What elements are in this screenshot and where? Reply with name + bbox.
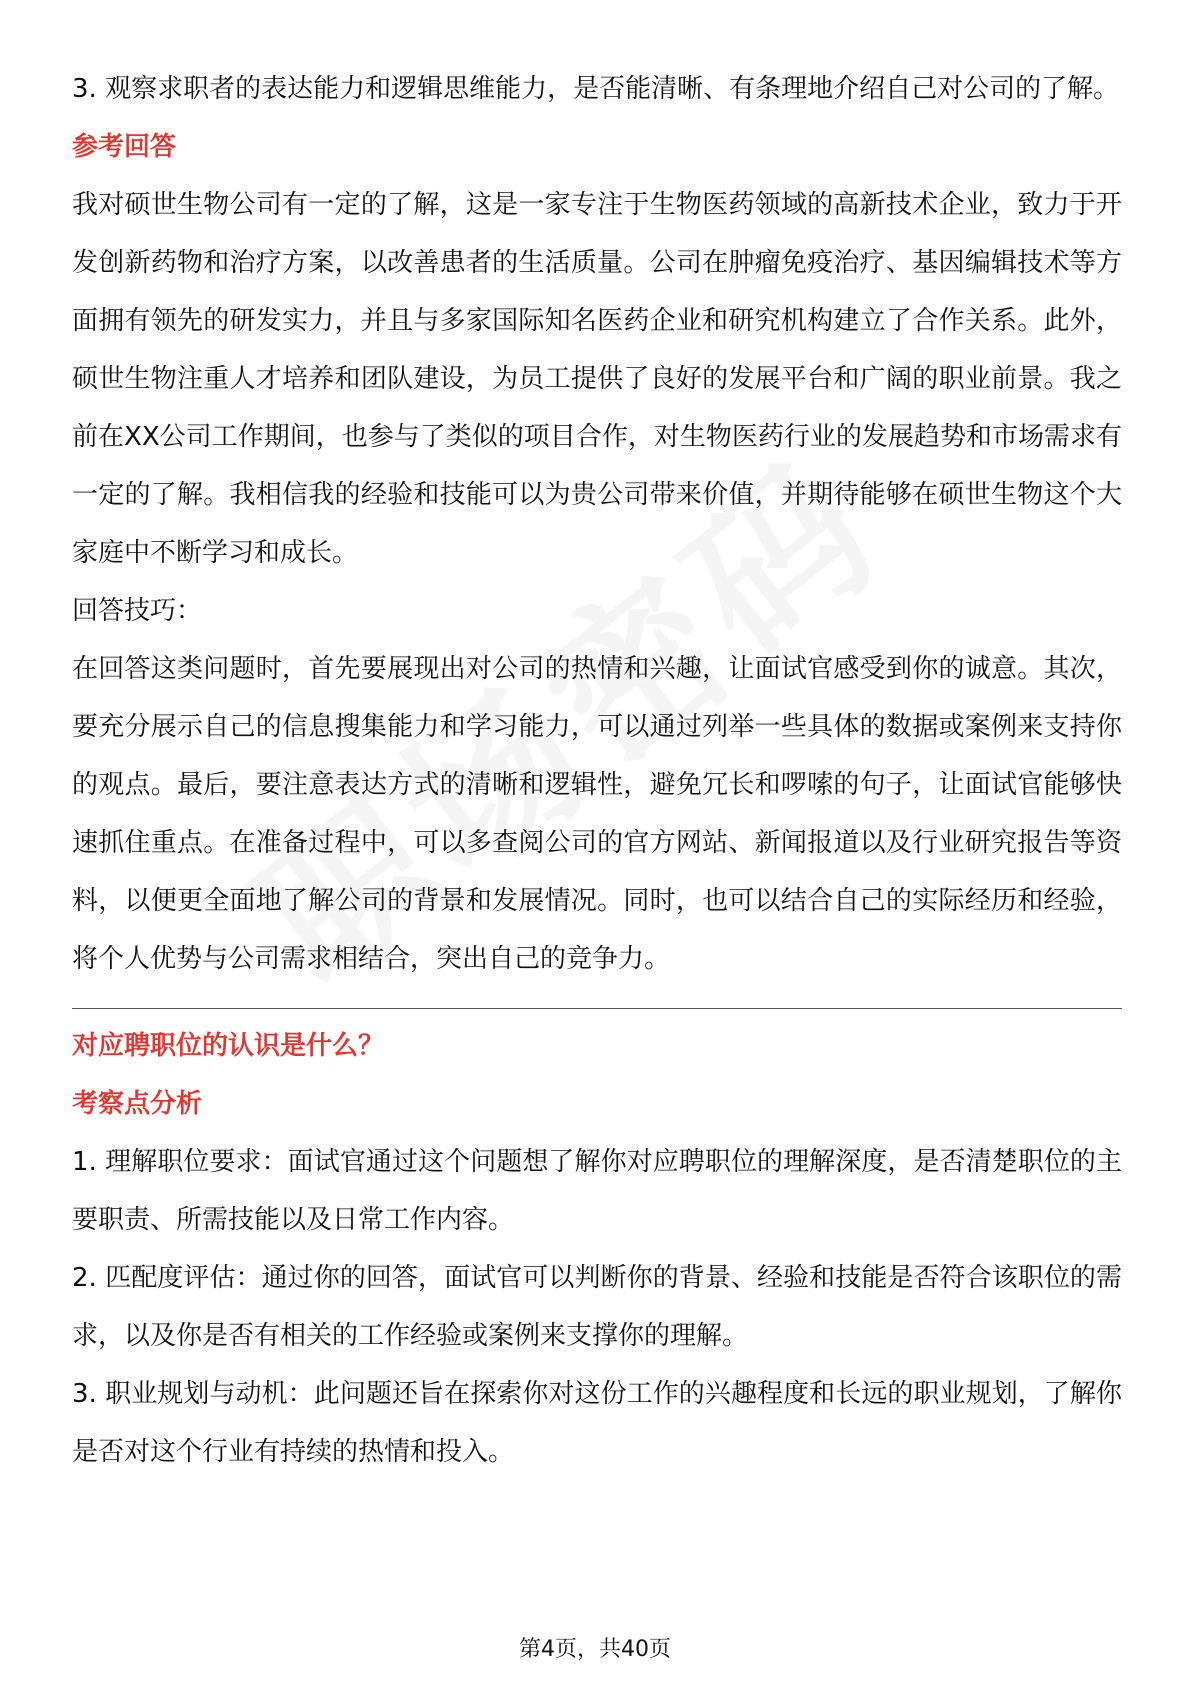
tips-heading: 回答技巧： — [72, 596, 203, 626]
analysis-heading: 考察点分析 — [72, 1089, 203, 1119]
answer-heading: 参考回答 — [72, 132, 177, 162]
document-body — [72, 60, 1122, 1481]
analysis-item: 3. 职业规划与动机：此问题还旨在探索你对这份工作的兴趣程度和长远的职业规划，了解你是否对这个行业有持续的热情和投入。 — [72, 1379, 1122, 1467]
tips-text: 在回答这类问题时，首先要展现出对公司的热情和兴趣，让面试官感受到你的诚意。其次，要充分展示自己的信息搜集能力和学习能力，可以通过列举一些具体的数据或案例来支持你的观点。最后，要注意表达方式的清晰和逻辑性，避免冗长和啰嗦的句子，让面试官能够快速抓住重点。在准备过程中，可以多查阅公司的官方网站、新闻报道以及行业研究报告等资料，以便更全面地了解公司的背景和发展情况。同时，也可以结合自己的实际经历和经验，将个人优势与公司需求相结合，突出自己的竞争力。 — [72, 654, 1122, 974]
question-heading: 对应聘职位的认识是什么？ — [72, 1031, 385, 1061]
section-divider — [72, 1008, 1122, 1009]
analysis-item: 1. 理解职位要求：面试官通过这个问题想了解你对应聘职位的理解深度，是否清楚职位的主要职责、所需技能以及日常工作内容。 — [72, 1147, 1122, 1235]
analysis-item: 2. 匹配度评估：通过你的回答，面试官可以判断你的背景、经验和技能是否符合该职位的需求，以及你是否有相关的工作经验或案例来支撑你的理解。 — [72, 1263, 1122, 1351]
answer-text: 我对硕世生物公司有一定的了解，这是一家专注于生物医药领域的高新技术企业，致力于开发创新药物和治疗方案，以改善患者的生活质量。公司在肿瘤免疫治疗、基因编辑技术等方面拥有领先的研发实力，并且与多家国际知名医药企业和研究机构建立了合作关系。此外，硕世生物注重人才培养和团队建设，为员工提供了良好的发展平台和广阔的职业前景。我之前在XX公司工作期间，也参与了类似的项目合作，对生物医药行业的发展趋势和市场需求有一定的了解。我相信我的经验和技能可以为贵公司带来价值，并期待能够在硕世生物这个大家庭中不断学习和成长。 — [72, 190, 1122, 568]
analysis-item-3: 3. 观察求职者的表达能力和逻辑思维能力，是否能清晰、有条理地介绍自己对公司的了解。 — [72, 74, 1120, 104]
page-number: 第4页，共40页 — [519, 1637, 671, 1662]
